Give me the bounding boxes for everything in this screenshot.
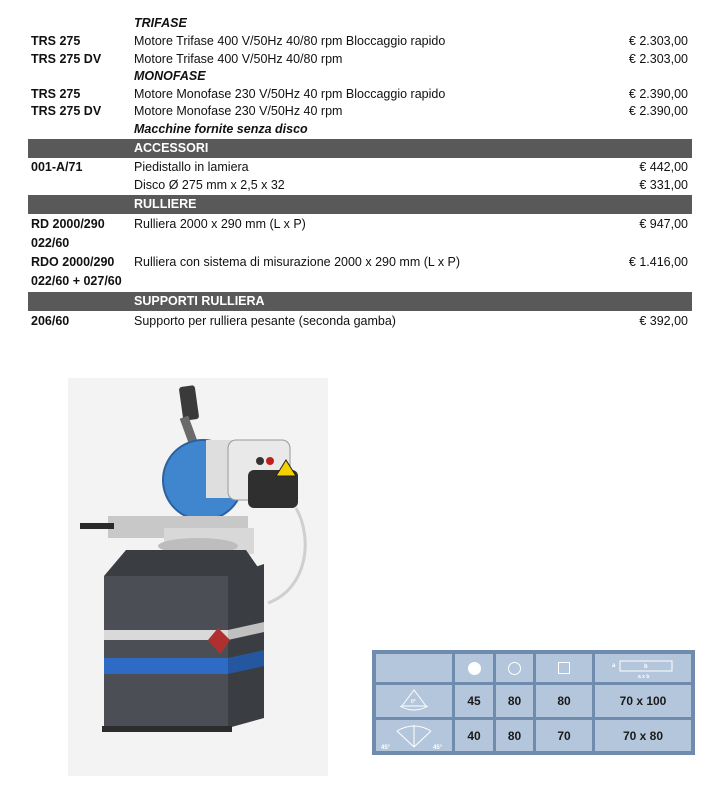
- list-item: [28, 177, 692, 195]
- item-price: € 2.303,00: [628, 34, 688, 48]
- list-item: [28, 86, 692, 104]
- item-code: TRS 275 DV: [31, 51, 102, 66]
- capacity-value: 70: [536, 720, 592, 751]
- item-code: TRS 275 DV: [31, 104, 102, 118]
- item-price: € 947,00: [639, 217, 688, 231]
- item-description: Rulliera con sistema di misurazione 2000 x 290 mm (L x P): [134, 255, 461, 269]
- item-price: € 331,00: [639, 177, 688, 192]
- capacity-value: 70 x 100: [595, 685, 691, 717]
- item-code-secondary: 022/60: [31, 236, 70, 250]
- item-description: Disco Ø 275 mm x 2,5 x 32: [134, 177, 285, 192]
- rect-label-a: a: [612, 663, 616, 669]
- item-description: Motore Trifase 400 V/50Hz 40/80 rpm: [134, 51, 343, 66]
- list-item-continued: [28, 234, 692, 253]
- item-price: € 1.416,00: [628, 255, 688, 269]
- product-image-cutoff-saw: [68, 378, 328, 776]
- item-code: RD 2000/290: [31, 217, 105, 231]
- list-item: [28, 159, 692, 177]
- list-item: [28, 51, 692, 69]
- section-title-monofase: MONOFASE: [134, 69, 206, 83]
- angle-label-0: 0°: [411, 699, 416, 705]
- rectangle-diagram: [608, 657, 678, 679]
- capacity-value: 40: [455, 720, 493, 751]
- angled-cut-icon: [376, 720, 452, 751]
- item-price: € 392,00: [639, 314, 688, 328]
- list-item: [28, 103, 692, 121]
- item-price: € 2.303,00: [628, 51, 688, 66]
- item-description: Motore Monofase 230 V/50Hz 40 rpm: [134, 104, 343, 118]
- item-price: € 442,00: [639, 160, 688, 174]
- rectangle-icon: [595, 654, 691, 682]
- list-item: [28, 33, 692, 51]
- item-code: 001-A/71: [31, 160, 83, 174]
- tube-round-icon: [496, 654, 533, 682]
- list-item: [28, 312, 692, 331]
- section-band-accessori: ACCESSORI: [28, 139, 692, 158]
- square-icon: [536, 654, 592, 682]
- list-item: [28, 253, 692, 272]
- cutting-capacity-table: [372, 650, 695, 755]
- header-empty-cell: [376, 654, 452, 682]
- capacity-value: 45: [455, 685, 493, 717]
- section-band-supporti: SUPPORTI RULLIERA: [28, 292, 692, 311]
- item-price: € 2.390,00: [628, 86, 688, 101]
- list-item: [28, 215, 692, 234]
- item-description: Motore Trifase 400 V/50Hz 40/80 rpm Bloccaggio rapido: [134, 34, 446, 48]
- rect-label-b: b: [644, 664, 648, 670]
- capacity-value: 70 x 80: [595, 720, 691, 751]
- item-code: RDO 2000/290: [31, 255, 115, 269]
- item-description: Rulliera 2000 x 290 mm (L x P): [134, 217, 306, 231]
- price-list: [28, 14, 692, 331]
- rect-label-ab: a x b: [638, 674, 650, 679]
- capacity-value: 80: [496, 720, 533, 751]
- list-item-continued: [28, 272, 692, 291]
- straight-cut-icon: [376, 685, 452, 717]
- solid-round-icon: [455, 654, 493, 682]
- item-code: 206/60: [31, 314, 70, 328]
- item-description: Motore Monofase 230 V/50Hz 40 rpm Bloccaggio rapido: [134, 86, 446, 101]
- item-description: Piedistallo in lamiera: [134, 160, 249, 174]
- cutoff-saw-illustration: [68, 378, 328, 776]
- item-code: TRS 275: [31, 86, 81, 101]
- note: Macchine fornite senza disco: [134, 121, 308, 136]
- capacity-value: 80: [536, 685, 592, 717]
- item-code-secondary: 022/60 + 027/60: [31, 274, 122, 288]
- section-title-trifase: TRIFASE: [134, 16, 187, 30]
- item-description: Supporto per rulliera pesante (seconda gamba): [134, 314, 396, 328]
- angle-label-left: 45°: [381, 744, 391, 751]
- item-price: € 2.390,00: [628, 104, 688, 118]
- section-band-rulliere: RULLIERE: [28, 195, 692, 214]
- item-code: TRS 275: [31, 34, 81, 48]
- capacity-value: 80: [496, 685, 533, 717]
- angle-label-right: 45°: [433, 744, 443, 751]
